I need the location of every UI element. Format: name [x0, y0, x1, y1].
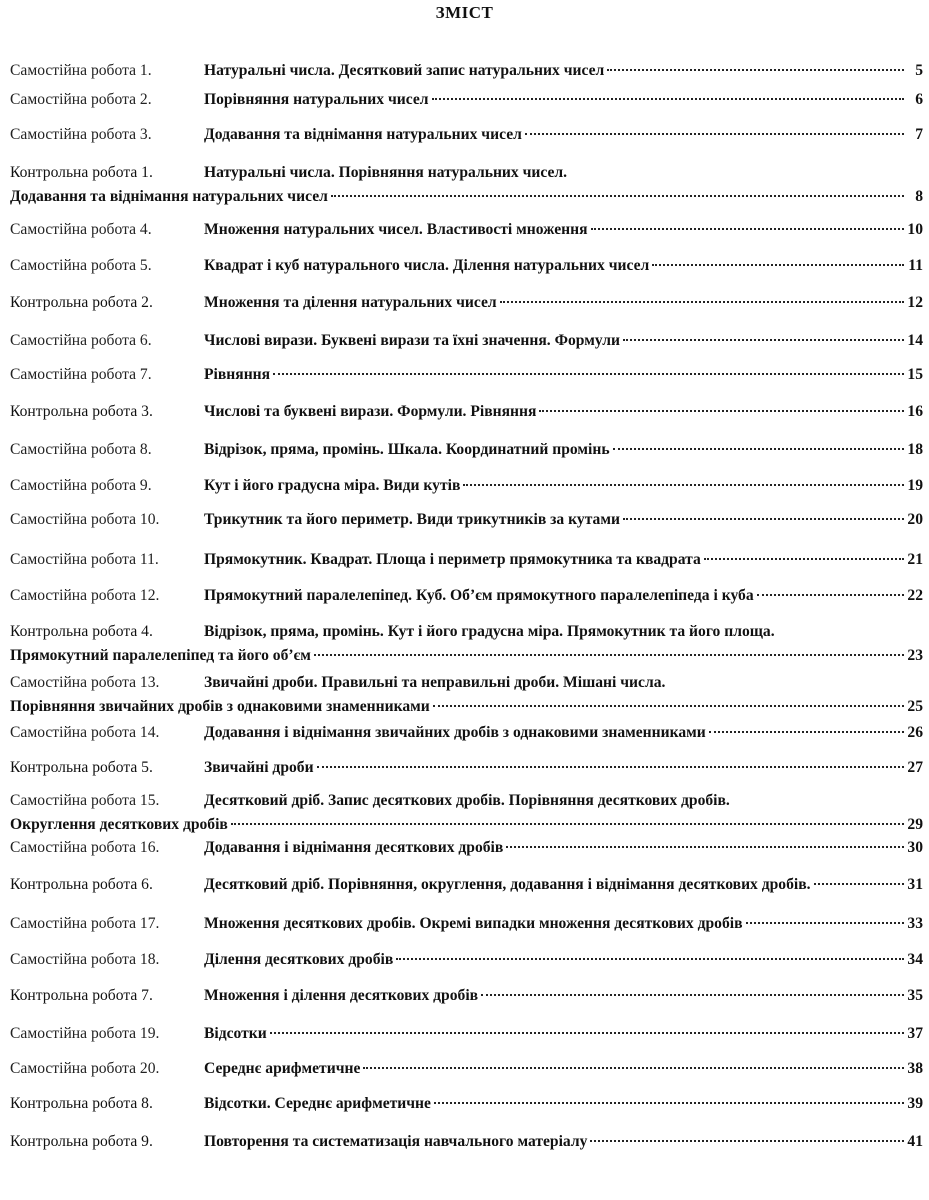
toc-entry-page-number: 31 [907, 876, 923, 893]
toc-entry [10, 91, 923, 111]
toc-entry-title: Множення та ділення натуральних чисел [204, 294, 497, 311]
toc-entry-page-number: 8 [915, 188, 923, 205]
toc-entry-label: Самостійна робота 6. [10, 332, 152, 349]
toc-entry-page-number: 19 [907, 477, 923, 494]
toc-entry-page-number: 14 [907, 332, 923, 349]
toc-entry-title: Відсотки [204, 1025, 267, 1042]
page-title: ЗМІСТ [435, 3, 494, 22]
toc-entry [10, 366, 923, 386]
toc-entry [10, 403, 923, 423]
toc-entry-title: Прямокутник. Квадрат. Площа і периметр прямокутника та квадрата [204, 551, 701, 568]
toc-entry-page-number: 10 [907, 221, 923, 238]
toc-entry [10, 987, 923, 1007]
toc-entry-page-number: 21 [907, 551, 923, 568]
toc-entry-label: Контрольна робота 8. [10, 1095, 153, 1112]
dot-leader [623, 518, 904, 520]
toc-entry-page-number: 16 [907, 403, 923, 420]
toc-entry-title: Звичайні дроби. Правильні та неправильні дроби. Мішані числа. [204, 674, 666, 691]
toc-entry-label: Контрольна робота 6. [10, 876, 153, 893]
toc-entry-page-number: 37 [907, 1025, 923, 1042]
toc-entry [10, 221, 923, 241]
toc-entry [10, 257, 923, 277]
toc-entry-title: Порівняння натуральних чисел [204, 91, 429, 108]
toc-entry [10, 759, 923, 779]
toc-entry-title: Звичайні дроби [204, 759, 314, 776]
toc-entry-page-number: 15 [907, 366, 923, 383]
dot-leader [709, 731, 904, 733]
toc-entry [10, 915, 923, 935]
toc-entry-page-number: 26 [907, 724, 923, 741]
toc-entry-title: Відрізок, пряма, промінь. Кут і його градусна міра. Прямокутник та його площа. [204, 623, 775, 640]
toc-entry-page-number: 20 [907, 511, 923, 528]
toc-entry [10, 623, 923, 667]
toc-entry-label: Самостійна робота 8. [10, 441, 152, 458]
toc-entry-page-number: 7 [915, 126, 923, 143]
dot-leader [746, 922, 904, 924]
toc-entry [10, 126, 923, 146]
toc-entry-page-number: 41 [907, 1133, 923, 1150]
dot-leader [481, 994, 904, 996]
toc-entry [10, 332, 923, 352]
toc-entry [10, 164, 923, 208]
toc-entry-label: Самостійна робота 18. [10, 951, 160, 968]
toc-entry-page-number: 23 [907, 647, 923, 664]
toc-entry-page-number: 6 [915, 91, 923, 108]
toc-entry-label: Контрольна робота 5. [10, 759, 153, 776]
toc-entry-title: Десятковий дріб. Запис десяткових дробів. Порівняння десяткових дробів. [204, 792, 730, 809]
toc-entry [10, 1060, 923, 1080]
toc-entry-page-number: 5 [915, 62, 923, 79]
toc-entry-title: Числові вирази. Буквені вирази та їхні значення. Формули [204, 332, 620, 349]
toc-entry [10, 1095, 923, 1115]
toc-entry-label: Контрольна робота 2. [10, 294, 153, 311]
toc-entry-title: Повторення та систематизація навчального матеріалу [204, 1133, 588, 1150]
toc-entry [10, 674, 923, 718]
dot-leader [607, 69, 904, 71]
dot-leader [273, 373, 904, 375]
toc-entry-label: Самостійна робота 15. [10, 792, 160, 809]
toc-entry-page-number: 34 [907, 951, 923, 968]
toc-entry [10, 876, 923, 896]
toc-entry-title: Десятковий дріб. Порівняння, округлення, додавання і віднімання десяткових дробів. [204, 876, 811, 893]
toc-entry-title: Додавання і віднімання звичайних дробів з однаковими знаменниками [204, 724, 706, 741]
dot-leader [814, 883, 904, 885]
toc-entry [10, 62, 923, 82]
toc-entry-label: Самостійна робота 13. [10, 674, 160, 691]
toc-entry [10, 477, 923, 497]
dot-leader [314, 654, 904, 656]
toc-entry-title-continued: Прямокутний паралелепіпед та його об’єм [10, 647, 311, 664]
toc-entry-page-number: 38 [907, 1060, 923, 1077]
dot-leader [757, 594, 904, 596]
toc-entry-label: Самостійна робота 10. [10, 511, 160, 528]
toc-entry-label: Самостійна робота 1. [10, 62, 152, 79]
toc-entry-title: Трикутник та його периметр. Види трикутників за кутами [204, 511, 620, 528]
toc-entry-page-number: 27 [907, 759, 923, 776]
toc-entry [10, 511, 923, 531]
toc-entry-label: Самостійна робота 12. [10, 587, 160, 604]
toc-entry-page-number: 39 [907, 1095, 923, 1112]
toc-entry-title: Кут і його градусна міра. Види кутів [204, 477, 461, 494]
dot-leader [270, 1032, 904, 1034]
dot-leader [363, 1067, 904, 1069]
toc-entry-title-continued: Додавання та віднімання натуральних чисел [10, 188, 328, 205]
toc-entry [10, 1025, 923, 1045]
toc-entry-title: Натуральні числа. Порівняння натуральних чисел. [204, 164, 568, 181]
toc-entry-title: Квадрат і куб натурального числа. Ділення натуральних чисел [204, 257, 650, 274]
toc-entry-label: Самостійна робота 3. [10, 126, 152, 143]
toc-entry-title: Натуральні числа. Десятковий запис натуральних чисел [204, 62, 605, 79]
toc-entry-label: Самостійна робота 2. [10, 91, 152, 108]
toc-entry-page-number: 11 [908, 257, 923, 274]
toc-entry-title: Відрізок, пряма, промінь. Шкала. Координатний промінь [204, 441, 610, 458]
dot-leader [331, 195, 904, 197]
dot-leader [432, 98, 904, 100]
toc-entry [10, 951, 923, 971]
toc-entry-label: Самостійна робота 17. [10, 915, 160, 932]
toc-entry-label: Контрольна робота 1. [10, 164, 153, 181]
dot-leader [317, 766, 904, 768]
toc-entry-label: Самостійна робота 19. [10, 1025, 160, 1042]
toc-entry [10, 441, 923, 461]
toc-entry-page-number: 30 [907, 839, 923, 856]
toc-entry-page-number: 29 [907, 816, 923, 833]
toc-entry-title-continued: Округлення десяткових дробів [10, 816, 228, 833]
dot-leader [463, 484, 904, 486]
toc-entry-page-number: 22 [907, 587, 923, 604]
toc-entry-title: Множення і ділення десяткових дробів [204, 987, 479, 1004]
toc-entry-title: Прямокутний паралелепіпед. Куб. Об’єм прямокутного паралелепіпеда і куба [204, 587, 754, 604]
toc-entry-label: Самостійна робота 4. [10, 221, 152, 238]
toc-entry [10, 587, 923, 607]
dot-leader [433, 705, 904, 707]
toc-entry-page-number: 12 [907, 294, 923, 311]
toc-entry-label: Самостійна робота 11. [10, 551, 159, 568]
toc-entry-page-number: 35 [907, 987, 923, 1004]
dot-leader [591, 228, 904, 230]
toc-entry-page-number: 25 [907, 698, 923, 715]
toc-entry-title: Рівняння [204, 366, 271, 383]
toc-entry-label: Самостійна робота 9. [10, 477, 152, 494]
toc-entry [10, 792, 923, 836]
toc-entry-title: Множення десяткових дробів. Окремі випадки множення десяткових дробів [204, 915, 743, 932]
toc-entry-title: Ділення десяткових дробів [204, 951, 394, 968]
toc-entry-label: Контрольна робота 4. [10, 623, 153, 640]
toc-entry-page-number: 18 [907, 441, 923, 458]
toc-entry-label: Контрольна робота 7. [10, 987, 153, 1004]
toc-entry-label: Самостійна робота 5. [10, 257, 152, 274]
toc-entry-title: Числові та буквені вирази. Формули. Рівняння [204, 403, 537, 420]
toc-entry-label: Самостійна робота 20. [10, 1060, 160, 1077]
dot-leader [506, 846, 904, 848]
toc-entry-title: Середнє арифметичне [204, 1060, 361, 1077]
toc-entry [10, 294, 923, 314]
toc-entry-label: Самостійна робота 16. [10, 839, 160, 856]
toc-entry-title: Відсотки. Середнє арифметичне [204, 1095, 431, 1112]
toc-entry-title: Додавання і віднімання десяткових дробів [204, 839, 504, 856]
toc-entry-title: Додавання та віднімання натуральних чисел [204, 126, 522, 143]
toc-entry [10, 839, 923, 859]
dot-leader [231, 823, 904, 825]
toc-entry-title-continued: Порівняння звичайних дробів з однаковими знаменниками [10, 698, 430, 715]
dot-leader [539, 410, 904, 412]
dot-leader [704, 558, 904, 560]
toc-entry-label: Контрольна робота 9. [10, 1133, 153, 1150]
toc-entry [10, 551, 923, 571]
toc-entry-label: Самостійна робота 14. [10, 724, 160, 741]
toc-entry-page-number: 33 [907, 915, 923, 932]
toc-entry [10, 724, 923, 744]
toc-entry-title: Множення натуральних чисел. Властивості множення [204, 221, 588, 238]
dot-leader [623, 339, 904, 341]
dot-leader [434, 1102, 904, 1104]
dot-leader [613, 448, 904, 450]
dot-leader [652, 264, 904, 266]
toc-entry-label: Контрольна робота 3. [10, 403, 153, 420]
dot-leader [525, 133, 904, 135]
dot-leader [396, 958, 904, 960]
toc-entry-label: Самостійна робота 7. [10, 366, 152, 383]
dot-leader [500, 301, 904, 303]
dot-leader [590, 1140, 904, 1142]
toc-entry [10, 1133, 923, 1153]
